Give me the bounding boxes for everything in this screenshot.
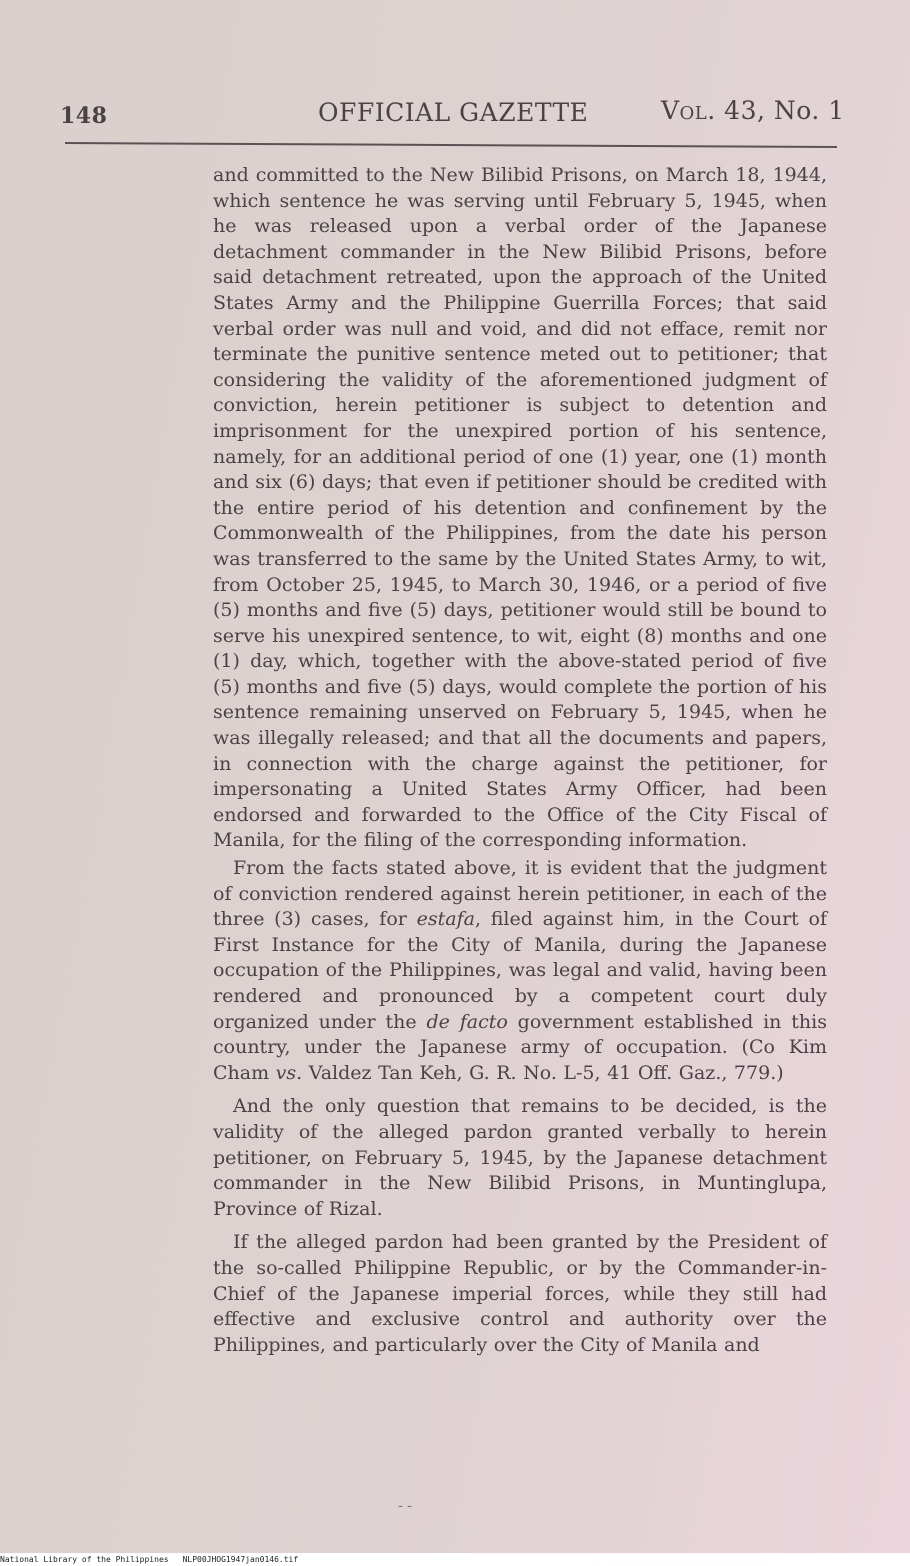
volume-label: Vol. [661,96,716,125]
italic-term-vs: vs. [275,1061,303,1084]
volume-issue: 43, No. 1 [724,96,845,125]
bottom-mark: - - [398,1498,412,1514]
paragraph-text: , filed against him, in the Court of First Instance for the City of Manila, during the Japanese occupation of the Philippines, was legal and valid, having been rendered and pronounced by a competent court duly organized under the [213,908,827,1033]
italic-term-de-facto: de facto [426,1010,508,1033]
paragraph-pardon: If the alleged pardon had been granted by the President of the so-called Philippine Republic, or by the Commander-in-Chief of the Japanese imperial forces, while they still had effective and exclusive control and authority over the Philippines, and particularly over the City of Manila and [213,1231,827,1356]
page-number: 148 [60,103,108,129]
paragraph-text: From the facts stated above, it is evident that the judgment of conviction rendered against herein petitioner, in each of the three (3) cases, for [213,857,827,931]
paragraph-continuation: and committed to the New Bilibid Prisons, on March 18, 1944, which sentence he was serving until February 5, 1945, when he was released upon a verbal order of the Japanese detachment commander in the New Bilibid Prisons, before said detachment retreated, upon the approach of the United States Army and the Philippine Guerrilla Forces; that said verbal order was null and void, and did not efface, remit nor terminate the punitive sentence meted out to petitioner; that considering the validity of the aforementioned judgment of conviction, herein petitioner is subject to detention and imprisonment for the unexpired portion of his sentence, namely, for an additional period of one (1) year, one (1) month and six (6) days; that even if petitioner should be credited with the entire period of his detention and confinement by the Commonwealth of the Philippines, from the date his person was transferred to the same by the United States Army, to wit, from October 25, 1945, to March 30, 1946, or a period of five (5) months and five (5) days, petitioner would still be bound to serve his unexpired sentence, to wit, eight (8) months and one (1) day, which, together with the above-stated period of five (5) months and five (5) days, would complete the portion of his sentence remaining unserved on February 5, 1945, when he was illegally released; and that all the documents and papers, in connection with the charge against the petitioner, for impersonating a United States Army Officer, had been endorsed and forwarded to the Office of the City Fiscal of Manila, for the filing of the corresponding information. [213,164,827,852]
header-rule [65,142,837,148]
volume-info [661,96,845,125]
paragraph-judgment [213,856,827,1086]
italic-term-estafa: estafa [416,908,475,931]
paragraph-question: And the only question that remains to be decided, is the validity of the alleged pardon granted verbally to herein petitioner, on February 5, 1945, by the Japanese detachment commander in the New Bilibid Prisons, in Muntinglupa, Province of Rizal. [213,1095,827,1220]
scan-footer [0,1553,910,1566]
running-title: OFFICIAL GAZETTE [318,98,589,127]
paragraph-text: government established in this country, under the Japanese army of occupation. (Co Kim Cham [213,1010,827,1084]
body-text [213,163,827,1358]
library-name: National Library of the Philippines [0,1555,169,1564]
scan-filename: NLP00JHOG1947jan0146.tif [182,1555,299,1564]
paragraph-text: Valdez Tan Keh, G. R. No. L-5, 41 Off. Gaz., 779.) [302,1061,784,1084]
